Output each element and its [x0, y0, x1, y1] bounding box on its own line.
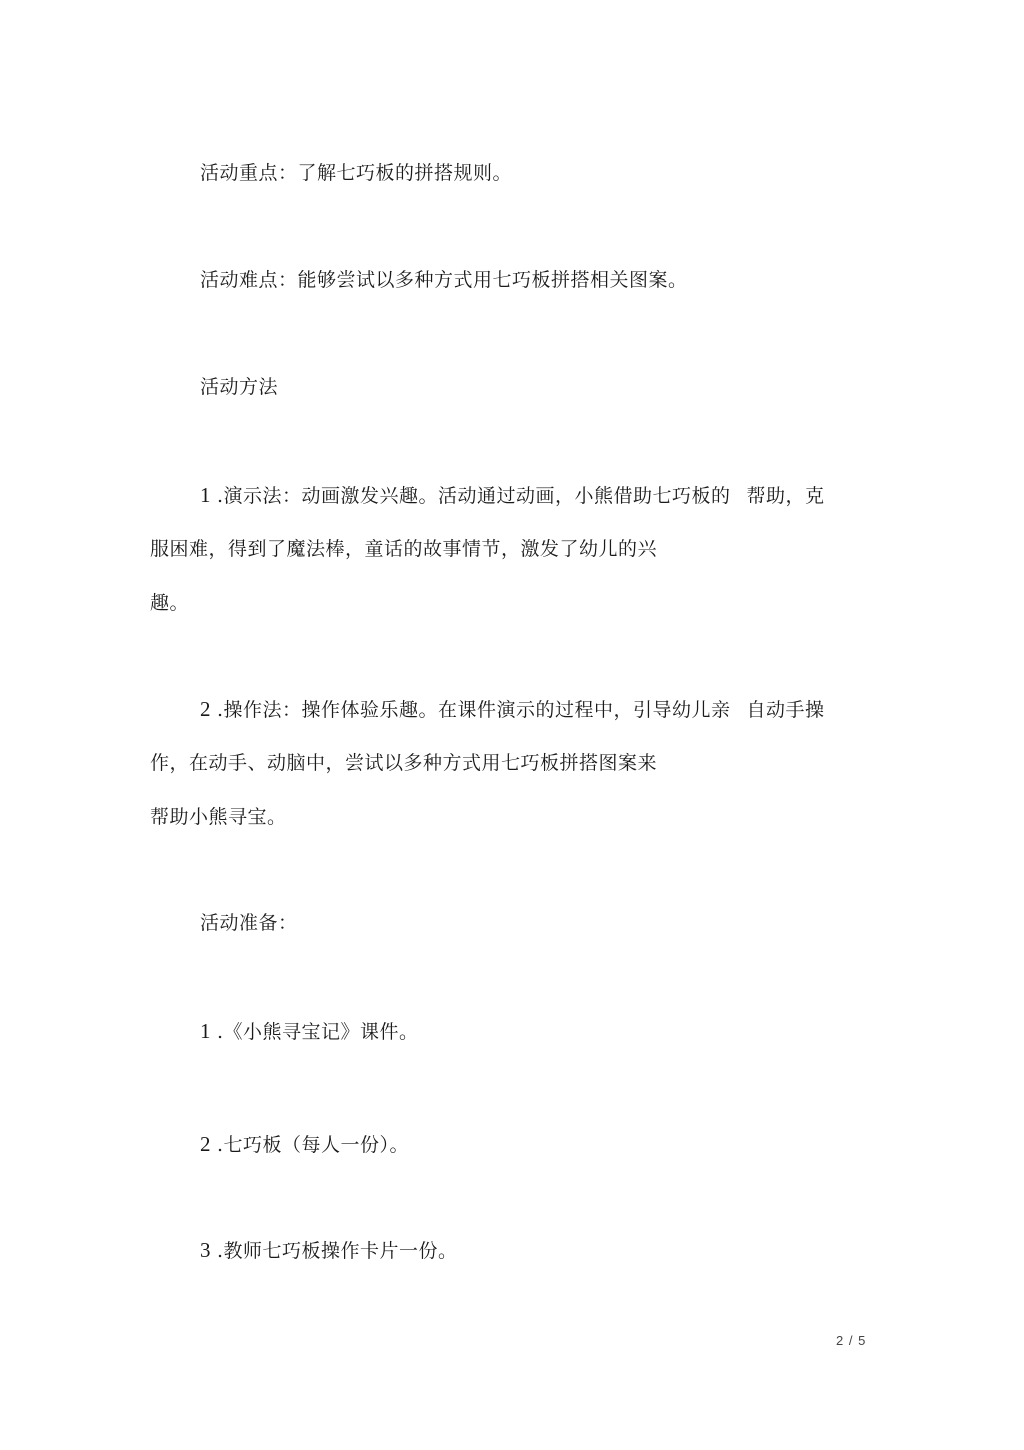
preparation-item-1 — [200, 1019, 419, 1044]
preparation-item-3 — [200, 1238, 458, 1263]
methods-heading: 活动方法 — [200, 376, 279, 398]
prep3-number: 3 — [200, 1238, 211, 1262]
method2-line2: 作，在动手、动脑中，尝试以多种方式用七巧板拼搭图案来 — [150, 752, 658, 774]
method2-line1 — [200, 697, 825, 722]
activity-difficulty: 活动难点：能够尝试以多种方式用七巧板拼搭相关图案。 — [200, 269, 688, 291]
method1-number: 1 — [200, 483, 211, 507]
prep2-number: 2 — [200, 1132, 211, 1156]
prep3-text: .教师七巧板操作卡片一份。 — [217, 1240, 458, 1262]
method2-number: 2 — [200, 697, 211, 721]
preparation-heading: 活动准备： — [200, 912, 298, 934]
method1-line3: 趣。 — [150, 592, 190, 614]
activity-focus: 活动重点：了解七巧板的拼搭规则。 — [200, 162, 513, 184]
method1-line1 — [200, 483, 825, 508]
prep1-number: 1 — [200, 1019, 211, 1043]
method1-text-b: 帮助，克 — [746, 485, 825, 507]
preparation-item-2 — [200, 1132, 409, 1157]
method2-text-b: 自动手操 — [746, 699, 825, 721]
prep2-text: .七巧板（每人一份）。 — [217, 1134, 410, 1156]
prep1-text: .《小熊寻宝记》课件。 — [217, 1021, 419, 1043]
method1-text-a: .演示法：动画激发兴趣。活动通过动画，小熊借助七巧板的 — [217, 485, 731, 507]
method2-line3: 帮助小熊寻宝。 — [150, 806, 287, 828]
method2-text-a: .操作法：操作体验乐趣。在课件演示的过程中，引导幼儿亲 — [217, 699, 731, 721]
method1-line2: 服困难，得到了魔法棒，童话的故事情节，激发了幼儿的兴 — [150, 538, 658, 560]
page-number: 2 / 5 — [836, 1333, 867, 1348]
